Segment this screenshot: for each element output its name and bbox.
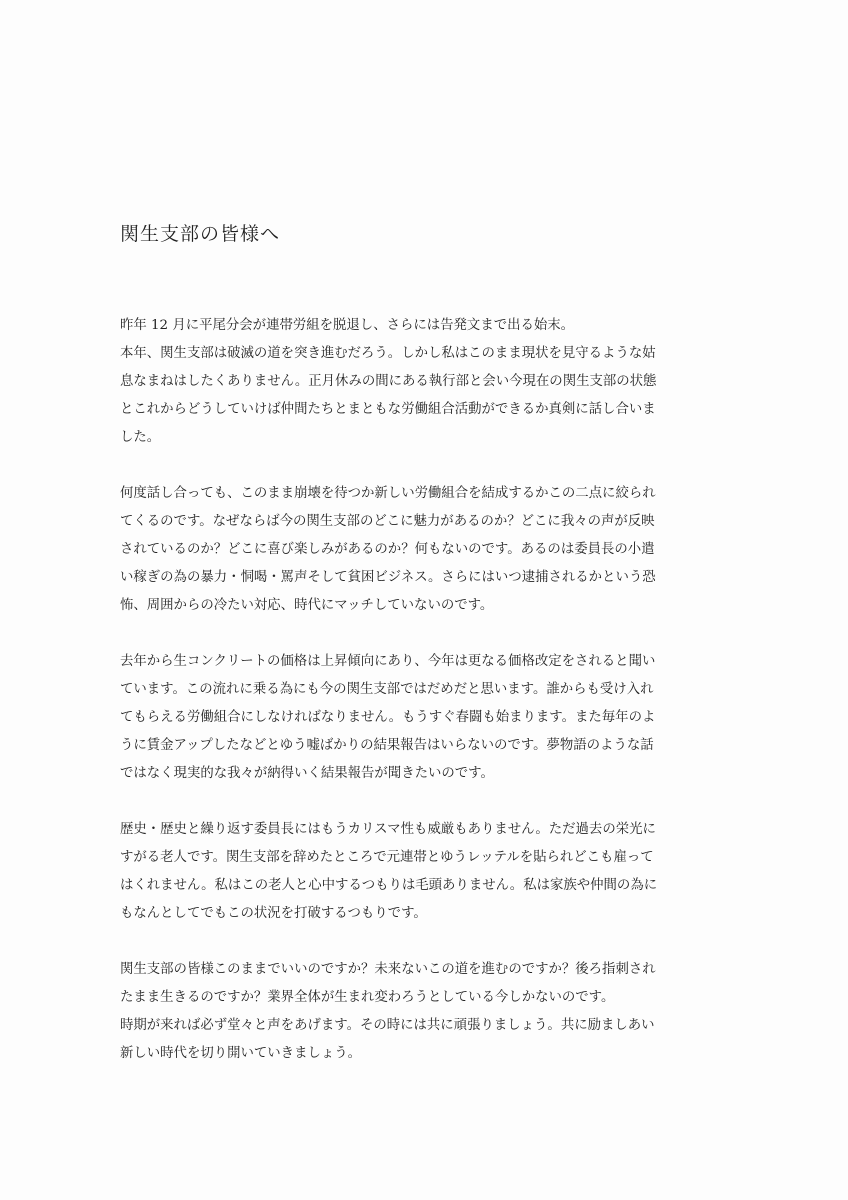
text-line: した。: [120, 430, 161, 445]
text-line: もなんとしてでもこの状況を打破するつもりです。: [120, 906, 427, 921]
text-line: されているのか？どこに喜び楽しみがあるのか？何もないのです。あるのは委員長の小遣: [120, 542, 655, 557]
text-line: 昨年 12 月に平尾分会が連帯労組を脱退し、さらには告発文まで出る始末。: [120, 318, 575, 333]
text-line: 時期が来れば必ず堂々と声をあげます。その時には共に頑張りましょう。共に励ましあい: [120, 1018, 655, 1033]
text-line: ています。この流れに乗る為にも今の関生支部ではだめだと思います。誰からも受け入れ: [120, 682, 654, 697]
text-line: い稼ぎの為の暴力・恫喝・罵声そして貧困ビジネス。さらにはいつ逮捕されるかという恐: [120, 570, 656, 585]
text-line: たまま生きるのですか？業界全体が生まれ変わろうとしている今しかないのです。: [120, 990, 615, 1005]
paragraph-3: [120, 648, 740, 788]
text-line: 怖、周囲からの冷たい対応、時代にマッチしていないのです。: [120, 598, 494, 613]
text-line: 息なまねはしたくありません。正月休みの間にある執行部と会い今現在の関生支部の状態: [120, 374, 657, 389]
text-line: ではなく現実的な我々が納得いく結果報告が聞きたいのです。: [120, 766, 494, 781]
text-line: すがる老人です。関生支部を辞めたところで元連帯とゆうレッテルを貼られどこも雇って: [120, 850, 654, 865]
text-line: てくるのです。なぜならば今の関生支部のどこに魅力があるのか？どこに我々の声が反映: [120, 514, 655, 529]
document-body: [120, 312, 740, 1096]
text-line: うに賃金アップしたなどとゆう嘘ばかりの結果報告はいらないのです。夢物語のような話: [120, 738, 654, 753]
text-line: 関生支部の皆様このままでいいのですか？未来ないこの道を進むのですか？後ろ指刺され: [120, 962, 656, 977]
text-line: 何度話し合っても、このまま崩壊を待つか新しい労働組合を結成するかこの二点に絞られ: [120, 486, 656, 501]
text-line: てもらえる労働組合にしなければなりません。もうすぐ春闘も始まります。また毎年のよ: [120, 710, 656, 725]
text-line: 去年から生コンクリートの価格は上昇傾向にあり、今年は更なる価格改定をされると聞い: [120, 654, 656, 669]
text-line: 新しい時代を切り開いていきましょう。: [120, 1046, 362, 1061]
paragraph-2: [120, 480, 740, 620]
text-line: 歴史・歴史と繰り返す委員長にはもうカリスマ性も威厳もありません。ただ過去の栄光に: [120, 822, 656, 837]
document-title: 関生支部の皆様へ: [120, 223, 281, 245]
text-line: はくれません。私はこの老人と心中するつもりは毛頭ありません。私は家族や仲間の為に: [120, 878, 658, 893]
paragraph-1: [120, 312, 740, 452]
text-line: 本年、関生支部は破滅の道を突き進むだろう。しかし私はこのまま現状を見守るような姑: [120, 346, 656, 361]
paragraph-4: [120, 816, 740, 928]
text-line: とこれからどうしていけば仲間たちとまともな労働組合活動ができるか真剣に話し合いま: [120, 402, 656, 417]
paragraph-5: [120, 956, 740, 1068]
